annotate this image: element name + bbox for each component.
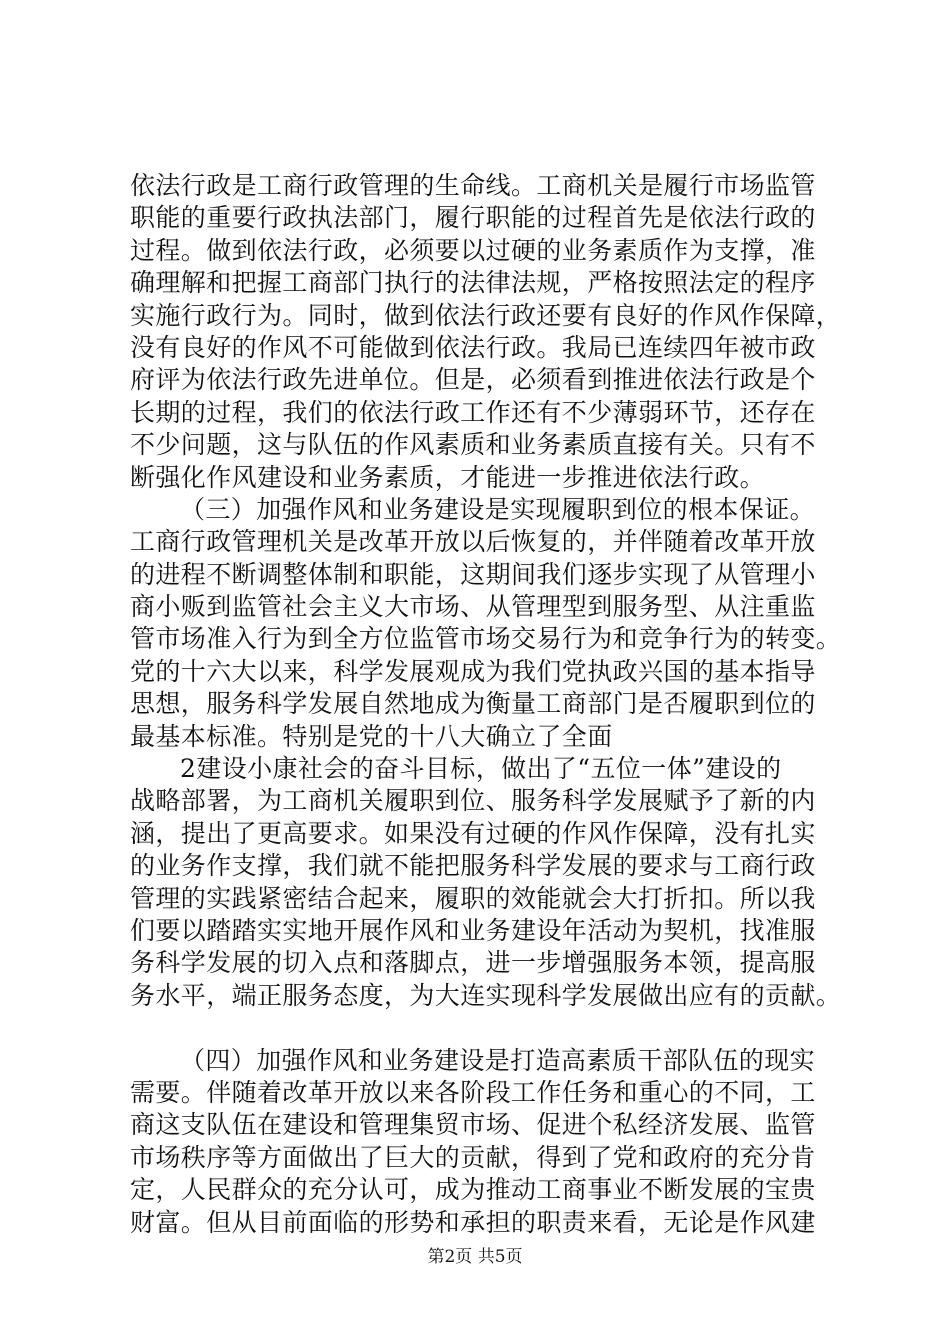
text-line: 职能的重要行政执法部门，履行职能的过程首先是依法行政的	[130, 203, 816, 233]
text-line: 管市场准入行为到全方位监管市场交易行为和竞争行为的转变。	[130, 624, 842, 654]
text-line: 的业务作支撑，我们就不能把服务科学发展的要求与工商行政	[130, 851, 816, 881]
text-line: 2建设小康社会的奋斗目标，做出了“五位一体”建设的	[180, 754, 782, 784]
text-line: 商小贩到监管社会主义大市场、从管理型到服务型、从注重监	[130, 592, 816, 622]
text-line: 最基本标准。特别是党的十八大确立了全面	[130, 721, 613, 751]
text-line: 务水平，端正服务态度，为大连实现科学发展做出应有的贡献。	[130, 980, 842, 1010]
text-line: 管理的实践紧密结合起来，履职的效能就会大打折扣。所以我	[130, 883, 816, 913]
text-line: （四）加强作风和业务建设是打造高素质干部队伍的现实	[180, 1045, 816, 1075]
text-line: 财富。但从目前面临的形势和承担的职责来看，无论是作风建	[130, 1207, 816, 1237]
blank-line	[130, 1012, 830, 1044]
text-line: 需要。伴随着改革开放以来各阶段工作任务和重心的不同，工	[130, 1077, 816, 1107]
text-line: 的进程不断调整体制和职能，这期间我们逐步实现了从管理小	[130, 559, 816, 589]
text-line: 府评为依法行政先进单位。但是，必须看到推进依法行政是个	[130, 365, 816, 395]
text-line: 们要以踏踏实实地开展作风和业务建设年活动为契机，找准服	[130, 915, 816, 945]
text-line: 不少问题，这与队伍的作风素质和业务素质直接有关。只有不	[130, 430, 816, 460]
document-body	[130, 170, 842, 1239]
text-line: 断强化作风建设和业务素质，才能进一步推进依法行政。	[130, 462, 766, 492]
text-line: 务科学发展的切入点和落脚点，进一步增强服务本领，提高服	[130, 948, 816, 978]
text-line: 确理解和把握工商部门执行的法律法规，严格按照法定的程序	[130, 268, 816, 298]
text-line: 战略部署，为工商机关履职到位、服务科学发展赋予了新的内	[130, 786, 816, 816]
text-line: 思想，服务科学发展自然地成为衡量工商部门是否履职到位的	[130, 689, 816, 719]
text-line: 没有良好的作风不可能做到依法行政。我局已连续四年被市政	[130, 332, 816, 362]
text-line: 定，人民群众的充分认可，成为推动工商事业不断发展的宝贵	[130, 1175, 816, 1205]
text-line: 实施行政行为。同时，做到依法行政还要有良好的作风作保障，	[130, 300, 842, 330]
text-line: 商这支队伍在建设和管理集贸市场、促进个私经济发展、监管	[130, 1110, 816, 1140]
page-number: 第2页 共5页	[427, 1247, 523, 1267]
text-line: 依法行政是工商行政管理的生命线。工商机关是履行市场监管	[130, 171, 816, 200]
text-line: 工商行政管理机关是改革开放以后恢复的，并伴随着改革开放	[130, 527, 816, 557]
text-line: 长期的过程，我们的依法行政工作还有不少薄弱环节，还存在	[130, 397, 816, 427]
text-line: 涵，提出了更高要求。如果没有过硬的作风作保障，没有扎实	[130, 818, 816, 848]
text-line: （三）加强作风和业务建设是实现履职到位的根本保证。	[180, 494, 816, 524]
text-line: 市场秩序等方面做出了巨大的贡献，得到了党和政府的充分肯	[130, 1142, 816, 1172]
text-line: 过程。做到依法行政，必须要以过硬的业务素质作为支撑，准	[130, 235, 816, 265]
text-line: 党的十六大以来，科学发展观成为我们党执政兴国的基本指导	[130, 656, 816, 686]
